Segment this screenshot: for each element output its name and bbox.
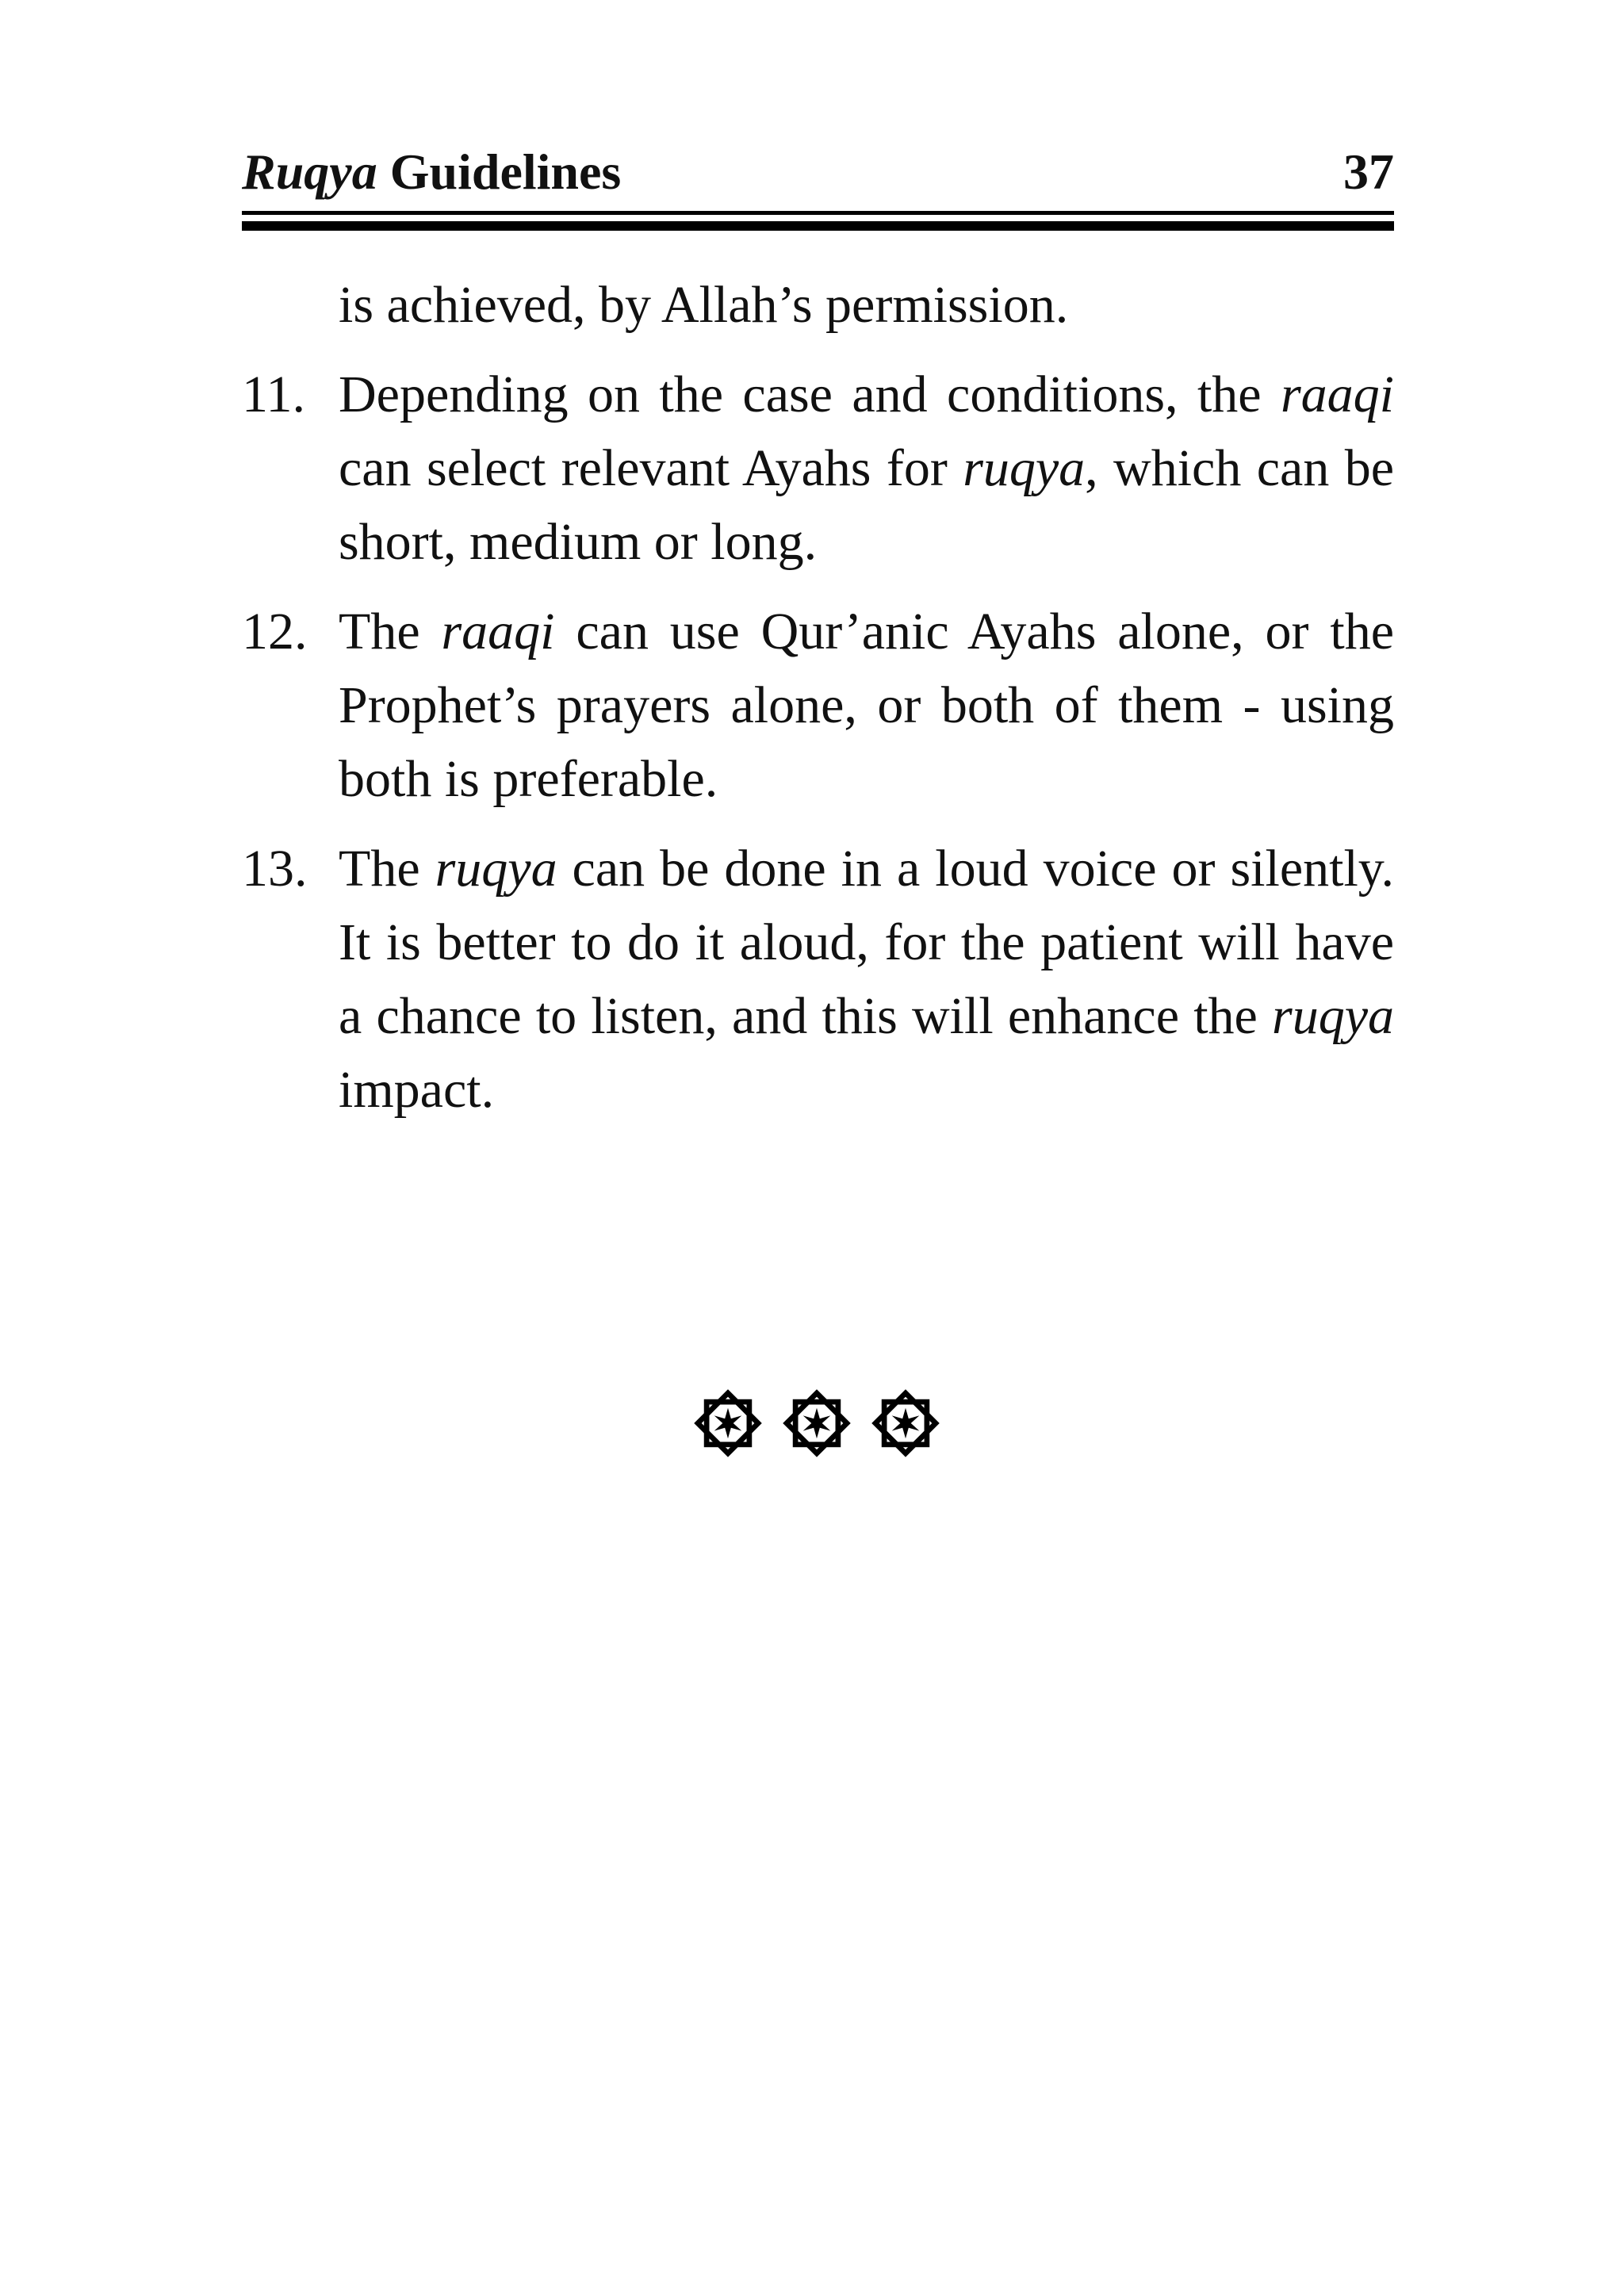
octagram-star-icon [868, 1385, 944, 1461]
item-italic-term: ruqya [963, 439, 1086, 497]
item-text: can use Qur’anic Ayahs alone, or the Prophet’s prayers alone, or both of them - using both is preferable. [339, 603, 1394, 808]
page-number: 37 [1343, 144, 1394, 200]
section-end-ornaments [690, 1380, 944, 1467]
list-item-13 [242, 832, 1394, 1127]
header-rule-thin [242, 211, 1394, 215]
item-text: The [339, 840, 435, 898]
list-item-number: 11. [242, 366, 306, 423]
list-item-11 [242, 358, 1394, 579]
list-item-number: 12. [242, 603, 308, 660]
item-text: , which can be short, medium or long. [339, 439, 1394, 571]
header-rule-thick [242, 221, 1394, 231]
item-text: can be done in a loud voice or silently. It is better to do it aloud, for the patient will have a chance to listen, and this will enhance the [339, 840, 1394, 1045]
running-title [242, 141, 621, 203]
list-item-number: 13. [242, 840, 308, 898]
item-italic-term: ruqya [435, 840, 557, 898]
octagram-star-icon [690, 1385, 766, 1461]
item-text: can select relevant Ayahs for [339, 439, 963, 497]
item-text: impact. [339, 1061, 495, 1119]
continuation-paragraph: is achieved, by Allah’s permission. [339, 276, 1069, 334]
list-item-12 [242, 595, 1394, 816]
running-header [242, 141, 1394, 203]
octagram-star-icon [779, 1385, 855, 1461]
body-text [242, 268, 1394, 1143]
running-title-rest: Guidelines [377, 144, 622, 200]
item-italic-term: raaqi [441, 603, 555, 660]
item-text: The [339, 603, 442, 660]
item-text: Depending on the case and conditions, the [339, 366, 1281, 423]
running-title-italic: Ruqya [242, 144, 377, 200]
item-italic-term: ruqya [1272, 987, 1394, 1045]
item-italic-term: raaqi [1280, 366, 1394, 423]
